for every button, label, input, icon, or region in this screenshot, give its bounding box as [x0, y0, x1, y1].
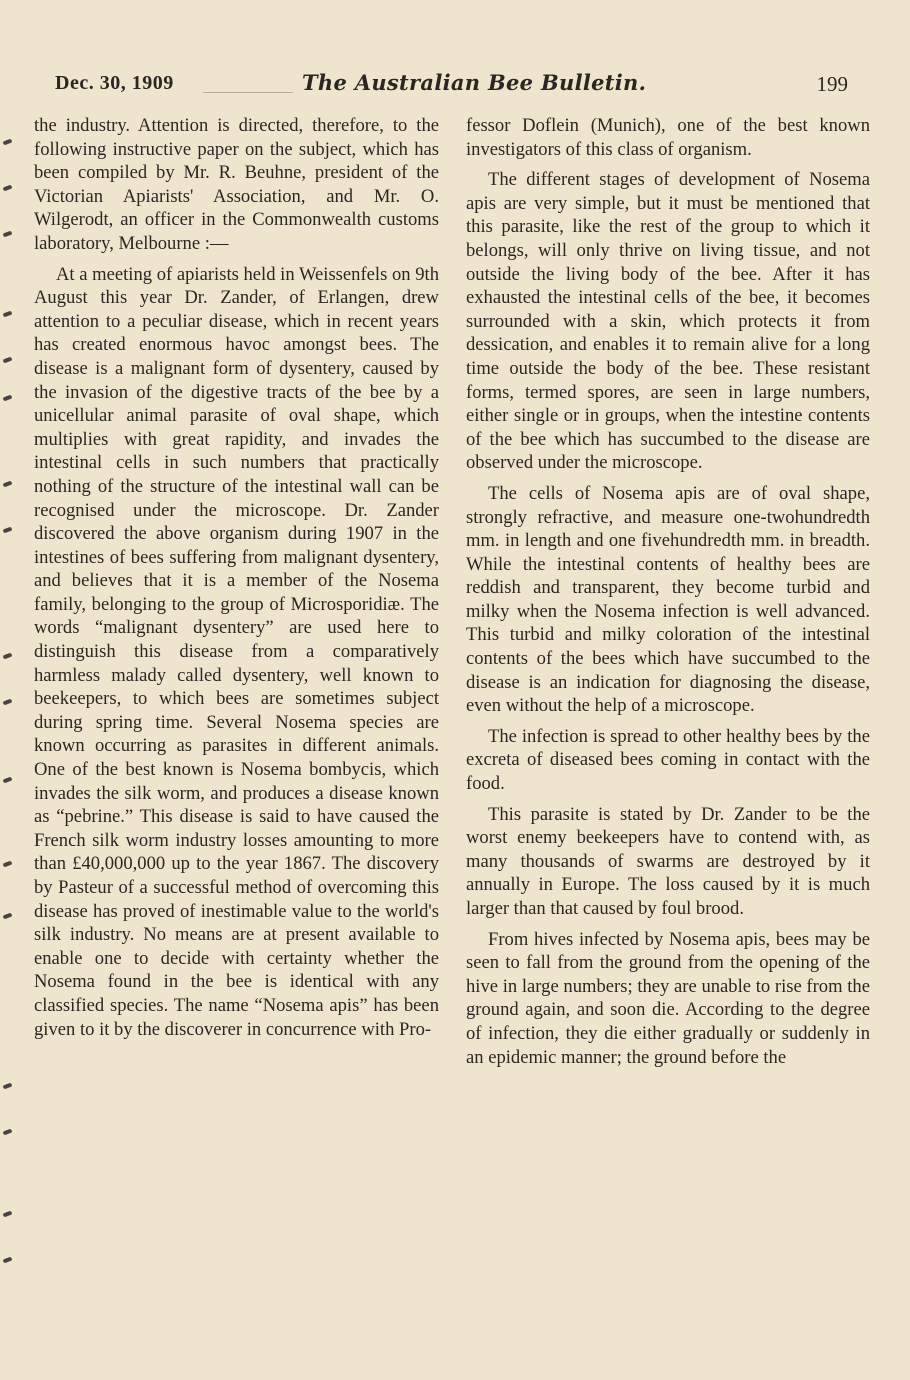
- right-paragraph-5: This parasite is stated by Dr. Zander to be the worst enemy beekeepers have to contend with, as many thousands of swarms are destroyed by it annually in Europe. The loss caused by it is much larger than that caused by foul brood.: [466, 803, 870, 919]
- binding-mark: [3, 861, 13, 868]
- binding-mark: [3, 395, 13, 402]
- left-paragraph-2: At a meeting of apiarists held in Weissenfels on 9th August this year Dr. Zander, of Erlangen, drew attention to a peculiar disease, which in recent years has created enormous havoc amongst bees. The disease is a malignant form of dysentery, caused by the invasion of the digestive tracts of the bee by a unicellular animal parasite of oval shape, which multiplies with great rapidity, and invades the intestinal cells in such numbers that practically nothing of the structure of the intestinal wall can be recognised under the microscope. Dr. Zander discovered the above organism during 1907 in the intestines of bees suffering from malignant dysentery, and believes that it is a member of the Nosema family, belonging to the group of Microsporidiæ. The words “malignant dysentery” are used here to distinguish this disease from a comparatively harmless malady called dysentery, well known to beekeepers, to which bees are sometimes subject during spring time. Several Nosema species are known occurring as parasites in different animals. One of the best known is Nosema bombycis, which invades the silk worm, and produces a disease known as “pebrine.” This disease is said to have caused the French silk worm industry losses amounting to more than £40,000,000 up to the year 1867. The discovery by Pasteur of a successful method of overcoming this disease has proved of inestimable value to the world's silk industry. No means are at present available to enable one to decide with certainty whether the Nosema found in the bee is identical with any classified species. The name “Nosema apis” has been given to it by the discoverer in concurrence with Pro-: [34, 263, 439, 1040]
- right-paragraph-2: The different stages of development of Nosema apis are very simple, but it must be mentioned that this parasite, like the rest of the group to which it belongs, will only thrive on living tissue, and not outside the living body of the bee. After it has exhausted the intestinal cells of the bee, it becomes surrounded with a skin, which protects it from dessication, and enables it to remain alive for a long time outside the body of the bee. These resistant forms, termed spores, are seen in large numbers, either single or in groups, when the intestine contents of the bee which has succumbed to the disease are observed under the microscope.: [466, 169, 870, 474]
- binding-mark: [3, 139, 13, 146]
- page-header: [55, 70, 848, 104]
- binding-mark: [3, 231, 13, 238]
- binding-mark: [3, 527, 13, 534]
- issue-date: Dec. 30, 1909: [55, 72, 174, 94]
- right-column: [466, 114, 870, 1076]
- binding-mark: [3, 311, 13, 318]
- binding-mark: [3, 699, 13, 706]
- binding-margin-marks: [0, 0, 20, 1380]
- left-column: [34, 114, 439, 1048]
- binding-mark: [3, 481, 13, 488]
- binding-mark: [3, 1211, 13, 1218]
- right-paragraph-4: The infection is spread to other healthy bees by the excreta of diseased bees coming in contact with the food.: [466, 725, 870, 795]
- right-paragraph-3: The cells of Nosema apis are of oval shape, strongly refractive, and measure one-twohundredth mm. in length and one fivehundredth mm. in breadth. While the intestinal contents of healthy bees are reddish and transparent, they become turbid and milky when the Nosema infection is well advanced. This turbid and milky coloration of the intestinal contents of the bees which have succumbed to the disease is an indication for diagnosing the disease, even without the help of a microscope.: [466, 482, 870, 717]
- binding-mark: [3, 185, 13, 192]
- binding-mark: [3, 1129, 13, 1136]
- publication-title: The Australian Bee Bulletin.: [302, 70, 647, 95]
- right-paragraph-6: From hives infected by Nosema apis, bees may be seen to fall from the ground from the opening of the hive in large numbers; they are unable to rise from the ground again, and soon die. According to the degree of infection, they die either gradually or suddenly in an epidemic manner; the ground before the: [466, 928, 870, 1068]
- binding-mark: [3, 1083, 13, 1090]
- binding-mark: [3, 653, 13, 660]
- page-number: 199: [816, 72, 848, 96]
- binding-mark: [3, 1257, 13, 1264]
- binding-mark: [3, 777, 13, 784]
- header-rule: [203, 92, 293, 93]
- binding-mark: [3, 357, 13, 364]
- binding-mark: [3, 913, 13, 920]
- right-paragraph-1: fessor Doflein (Munich), one of the best known investigators of this class of organism.: [466, 115, 870, 160]
- left-paragraph-1: the industry. Attention is directed, therefore, to the following instructive paper on the subject, which has been compiled by Mr. R. Beuhne, president of the Victorian Apiarists' Association, and Mr. O. Wilgerodt, an officer in the Commonwealth customs laboratory, Melbourne :—: [34, 115, 439, 254]
